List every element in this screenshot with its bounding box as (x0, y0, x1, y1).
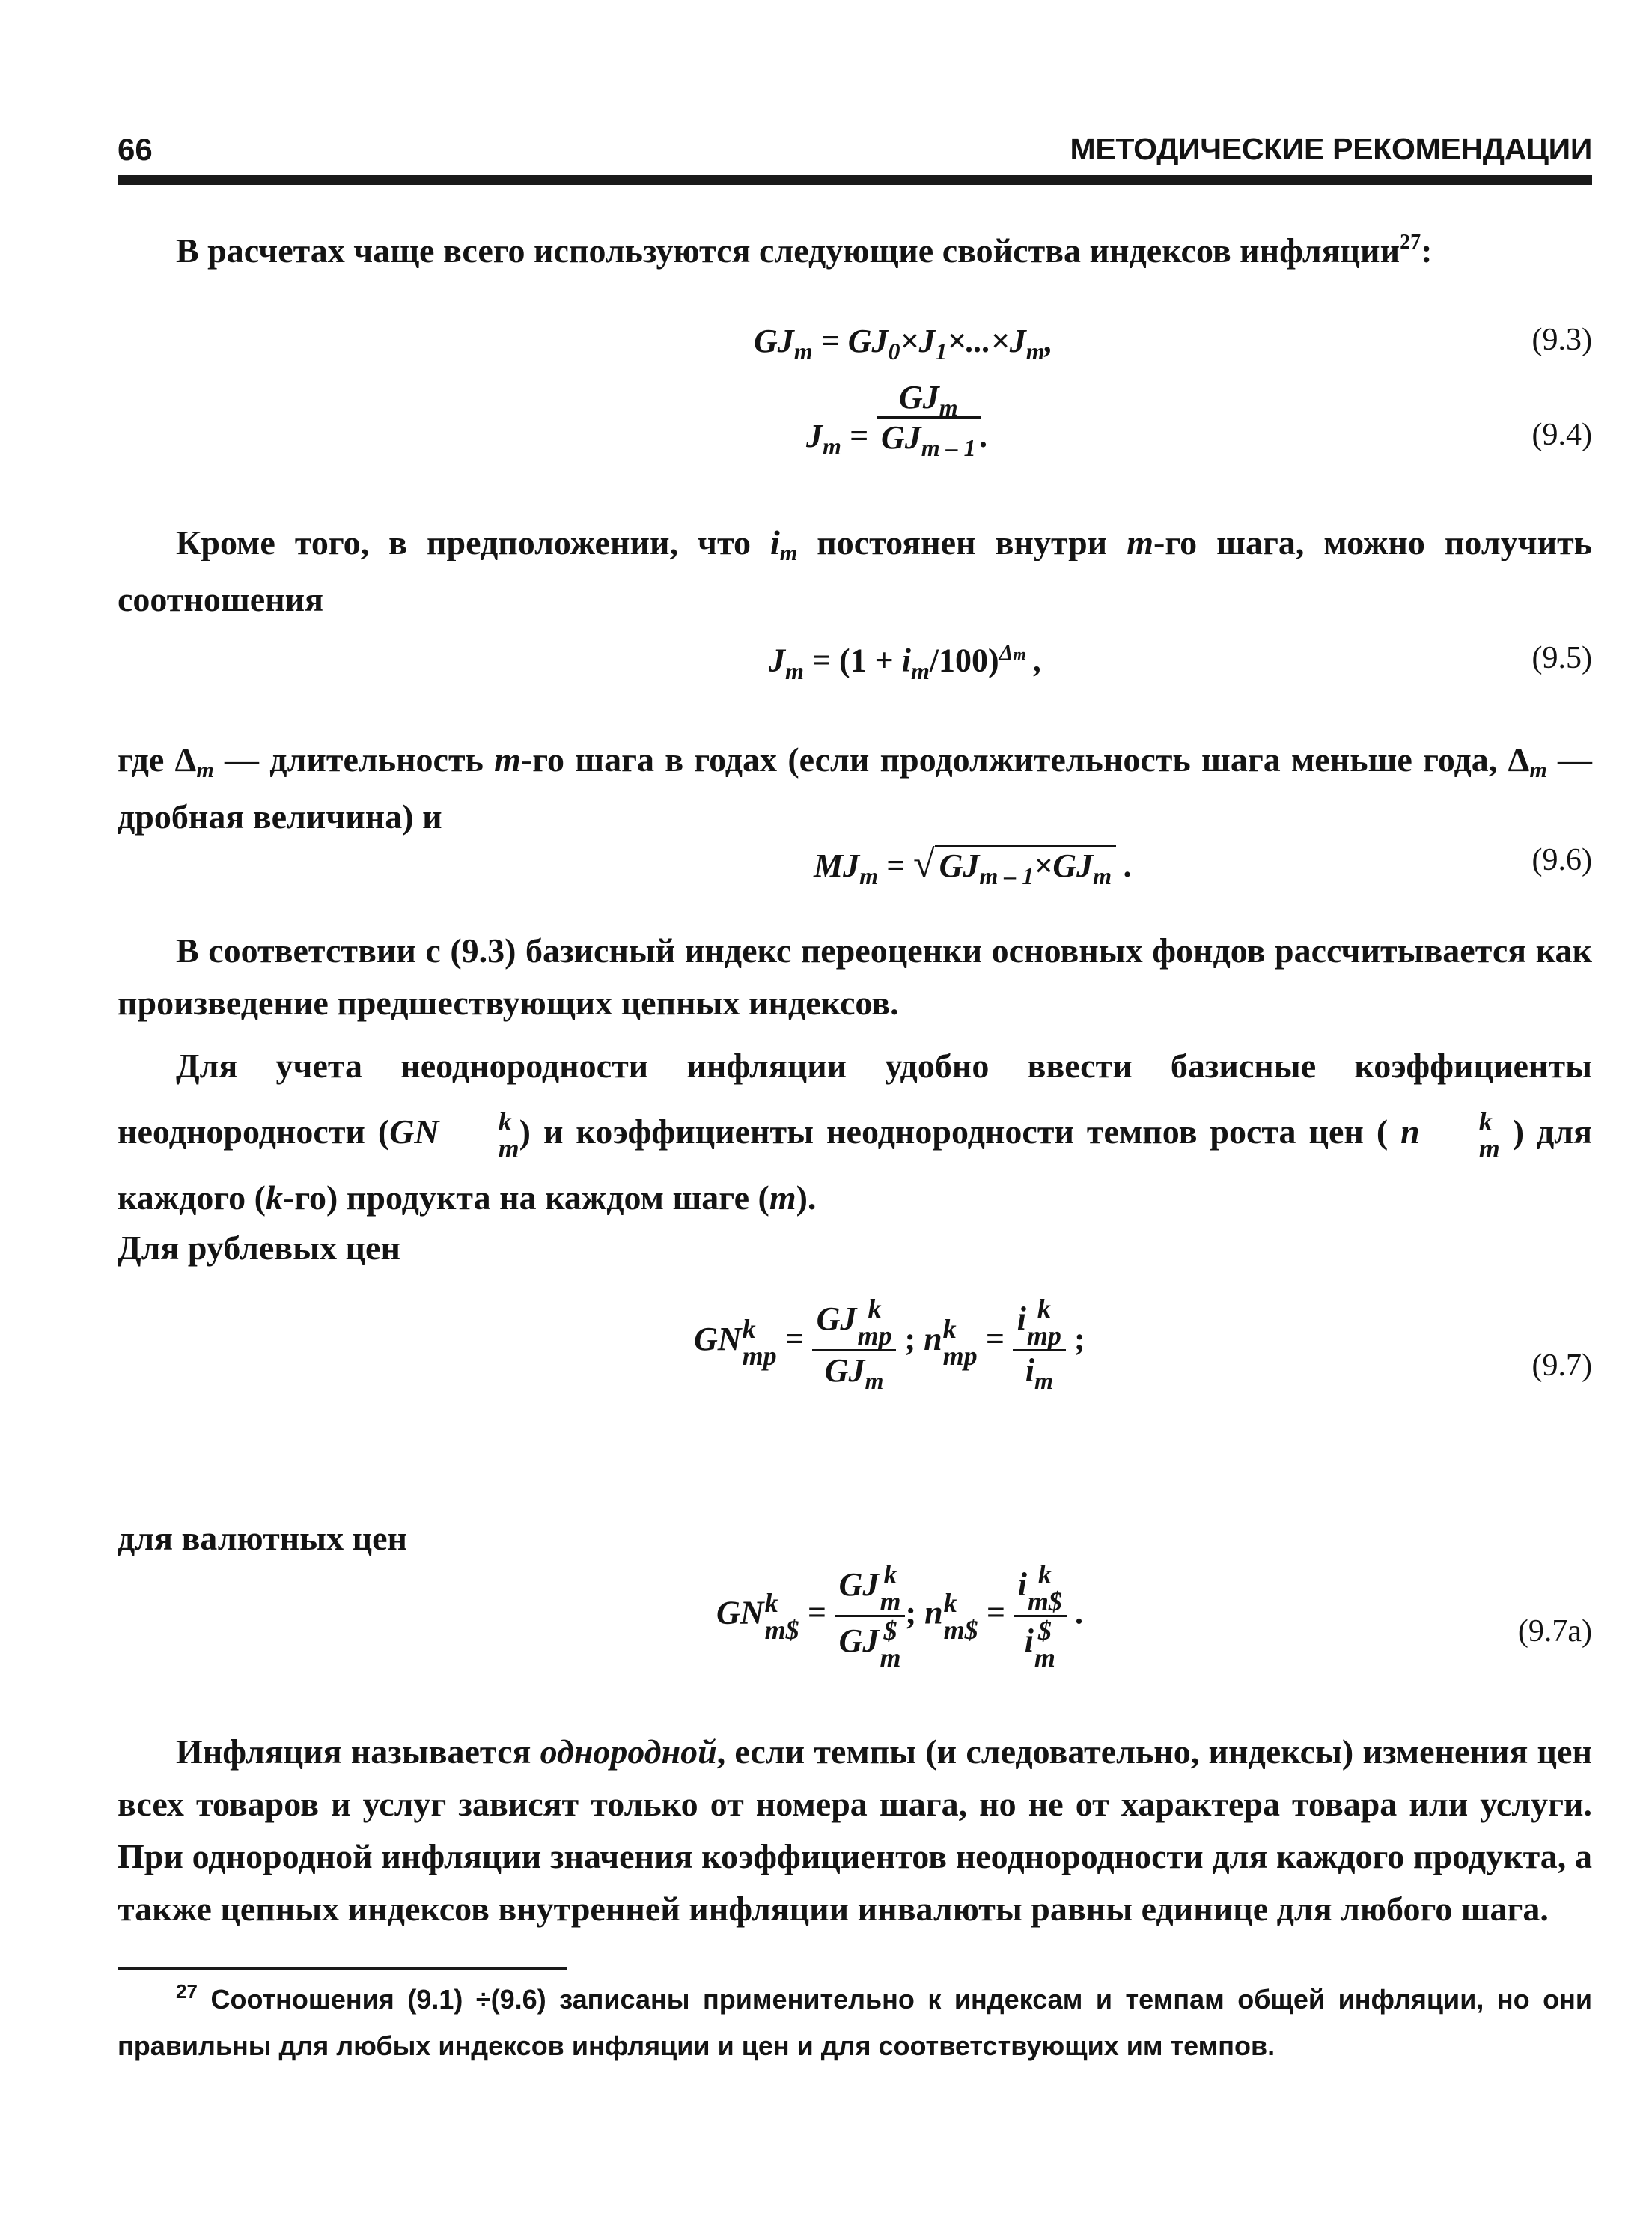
paragraph-4: В соответствии с (9.3) базисный индекс переоценки основных фондов рассчитывается как произведение предшествующих цепных индексов. (118, 931, 1592, 1022)
equation-number: (9.4) (1531, 418, 1592, 452)
equation-9-7a: GN k m$ = GJ k m GJ $ m ; n k m$ = i k m$ i $ m . (9.7а) (716, 1559, 1592, 1673)
paragraph-2: Кроме того, в предположении, что im постоянен внутри m-го шага, можно получить соотношения (118, 523, 1592, 618)
footnote: $^{27}$ Соотношения (9.1) ÷(9.6) записаны применительно к индексам и темпам общей инфляции, но они правильны для любых индексов инфляции и цен и для соответствующих им темпов. (118, 1980, 1592, 2061)
equation-number: (9.5) (1531, 641, 1592, 675)
equation-9-4: $J_m$ = $\frac{GJ_m}{GJ_{m - 1}}$ . (9.4) (806, 379, 1592, 461)
equation-number: (9.7а) (1517, 1614, 1592, 1649)
paragraph-1: В расчетах чаще всего используются следующие свойства индексов инфляции$^{27}$: (176, 231, 1433, 270)
emphasis: однородной (540, 1732, 717, 1771)
page-number: 66 (118, 132, 153, 167)
equation-9-7: GN k mp = GJ k mp $GJ_m$ ; n k mp = i k mp $i_m$ ; (9.7) (694, 1294, 1592, 1394)
equation-number: (9.7) (1531, 1348, 1592, 1383)
paragraph-7: для валютных цен (118, 1519, 408, 1557)
paragraph-3: где Δm — длительность m-го шага в годах (если продолжительность шага меньше года, Δm — дробная величина) и (118, 740, 1593, 836)
footnote-rule (118, 1967, 567, 1970)
header-rule (118, 175, 1592, 185)
paragraph-8: Инфляция называется однородной, если темпы (и следовательно, индексы) изменения цен всех товаров и услуг зависят только от номера шага, но не от характера товара или услуги. При однородной инфляции значения коэффициентов неоднородности для каждого продукта, а также цепных индексов внутренней инфляции инвалюты равны единице для любого шага. (118, 1732, 1592, 1928)
paragraph-5: Для учета неоднородности инфляции удобно ввести базисные коэффициенты неоднородности (GN k m ) и коэффициенты неоднородности темпов роста цен ( n k m ) для каждого (k-го) продукта на каждом шаге (m). (118, 1047, 1592, 1217)
equation-number: (9.3) (1531, 323, 1592, 357)
equation-number: (9.6) (1531, 843, 1592, 877)
sqrt-sign: √ (913, 843, 935, 886)
paragraph-6: Для рублевых цен (118, 1229, 400, 1267)
running-head: МЕТОДИЧЕСКИЕ РЕКОМЕНДАЦИИ (1070, 132, 1592, 166)
